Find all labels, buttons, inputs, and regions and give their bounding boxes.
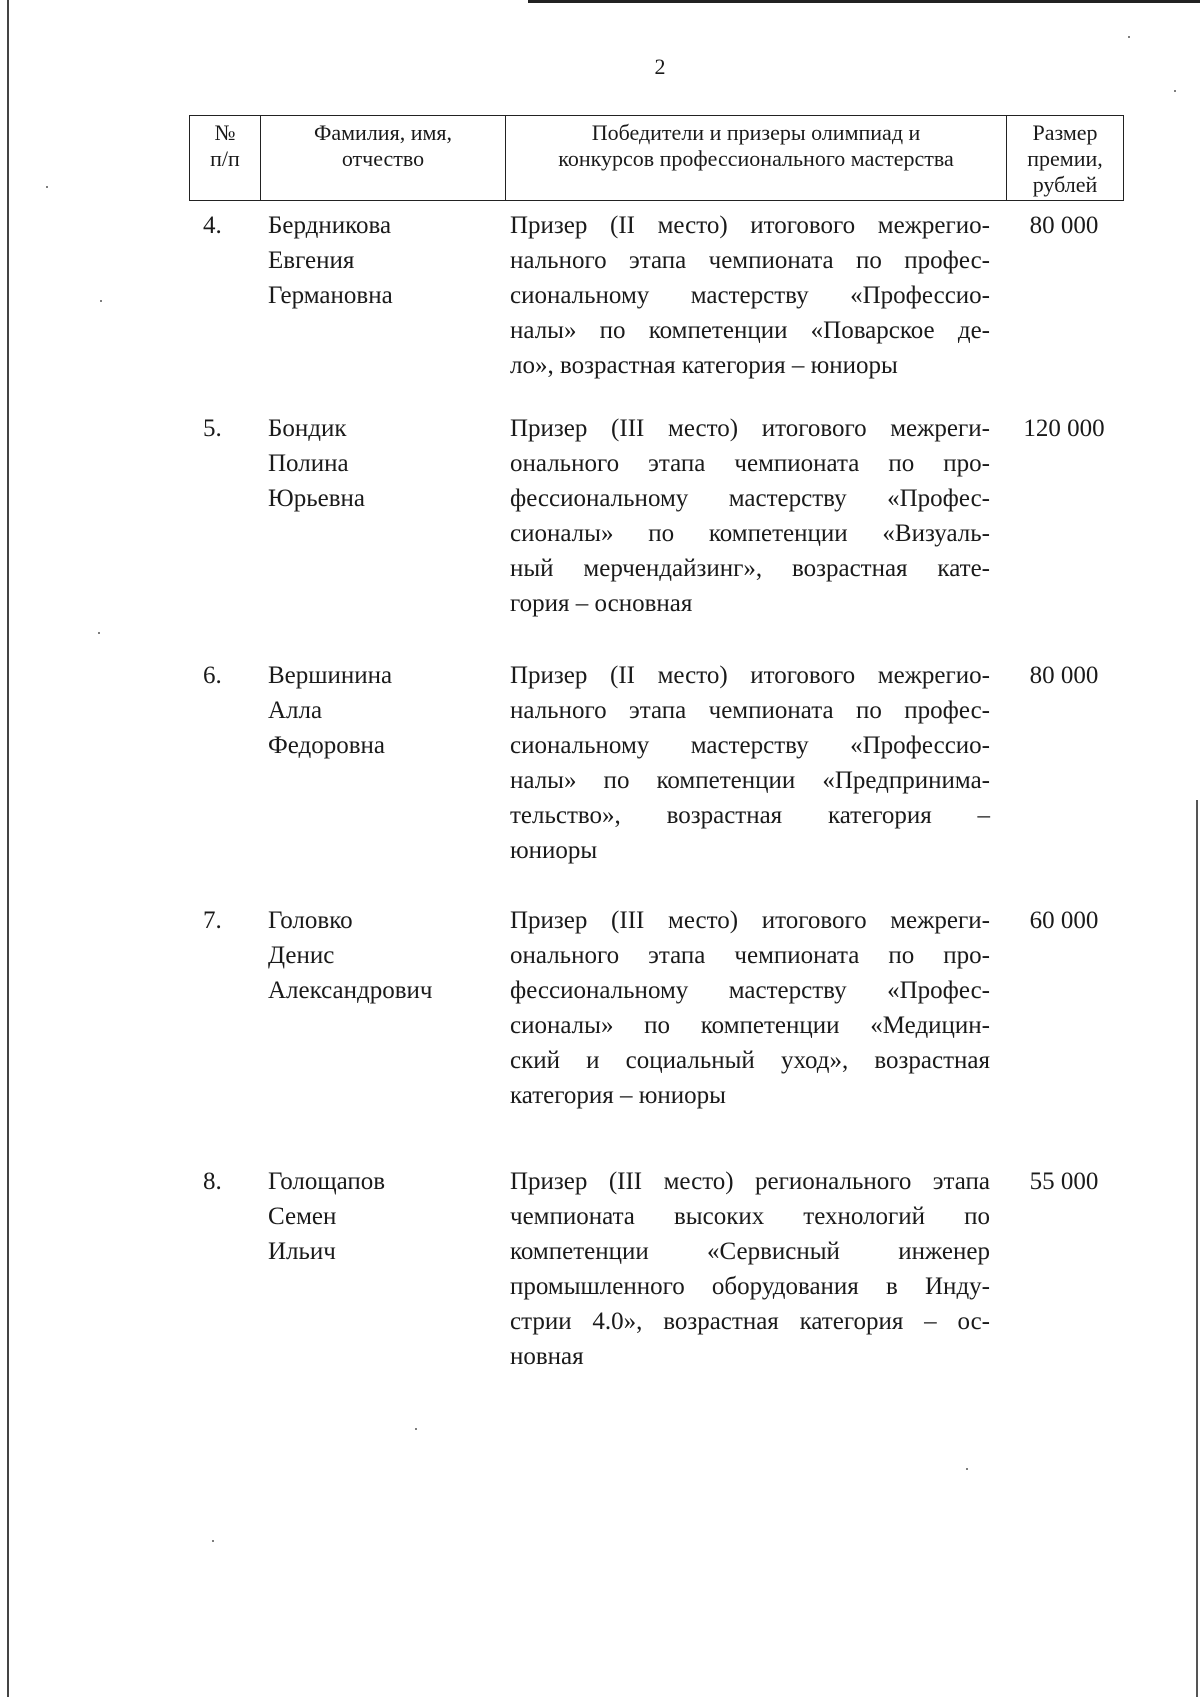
header-full-name: Фамилия, имя, отчество [261,116,506,201]
row-achievement: Призер (III место) итогового межреги- онального этапа чемпионата по про- фессиональному мастерству «Профес- сионалы» по компетенции «Медицин- ский и социальный уход», возрастная категория – юниоры [510,907,990,1109]
row-prize-amount: 120 000 [1023,415,1105,442]
row-prize-amount: 80 000 [1029,212,1099,239]
row-achievement: Призер (II место) итогового межрегио- нального этапа чемпионата по профес- сиональному мастерству «Профессио- налы» по компетенции «Поварское де- ло», возрастная категория – юниоры [510,212,990,379]
scan-speck [212,1540,214,1542]
row-achievement: Призер (II место) итогового межрегио- нального этапа чемпионата по профес- сиональному мастерству «Профессио- налы» по компетенции «Предпринима- тельство», возрастная категория – юниоры [510,662,990,864]
row-achievement: Призер (III место) итогового межреги- онального этапа чемпионата по про- фессиональному мастерству «Профес- сионалы» по компетенции «Визуаль- ный мерчендайзинг», возрастная кате- гория – основная [510,415,990,617]
scan-edge-top [528,0,1200,3]
scan-speck [1174,90,1176,92]
header-number: № п/п [190,116,261,201]
row-full-name: Бердникова Евгения Германовна [268,212,393,309]
row-number: 5. [203,415,222,442]
header-achievement: Победители и призеры олимпиад и конкурсов профессионального мастерства [506,116,1007,201]
row-full-name: Бондик Полина Юрьевна [268,415,365,512]
awards-table-header [189,115,1124,201]
row-prize-amount: 60 000 [1029,907,1099,934]
row-number: 8. [203,1168,222,1195]
scan-speck [415,1428,417,1430]
scan-edge-left [7,0,9,1697]
row-achievement: Призер (III место) регионального этапа чемпионата высоких технологий по компетенции «Сервисный инженер промышленного оборудования в Инду- стрии 4.0», возрастная категория – ос- новная [510,1168,990,1370]
scan-edge-right [1196,800,1198,1697]
row-number: 4. [203,212,222,239]
row-number: 6. [203,662,222,689]
scan-speck [98,632,100,634]
scan-speck [1128,36,1130,38]
scan-speck [966,1468,968,1470]
page-number: 2 [654,54,666,79]
row-full-name: Головко Денис Александрович [268,907,433,1004]
scan-speck [100,300,102,302]
row-prize-amount: 80 000 [1029,662,1099,689]
scan-speck [46,186,48,188]
row-prize-amount: 55 000 [1029,1168,1099,1195]
header-prize-amount: Размер премии, рублей [1007,116,1124,201]
row-full-name: Голощапов Семен Ильич [268,1168,386,1265]
row-number: 7. [203,907,222,934]
row-full-name: Вершинина Алла Федоровна [268,662,393,759]
